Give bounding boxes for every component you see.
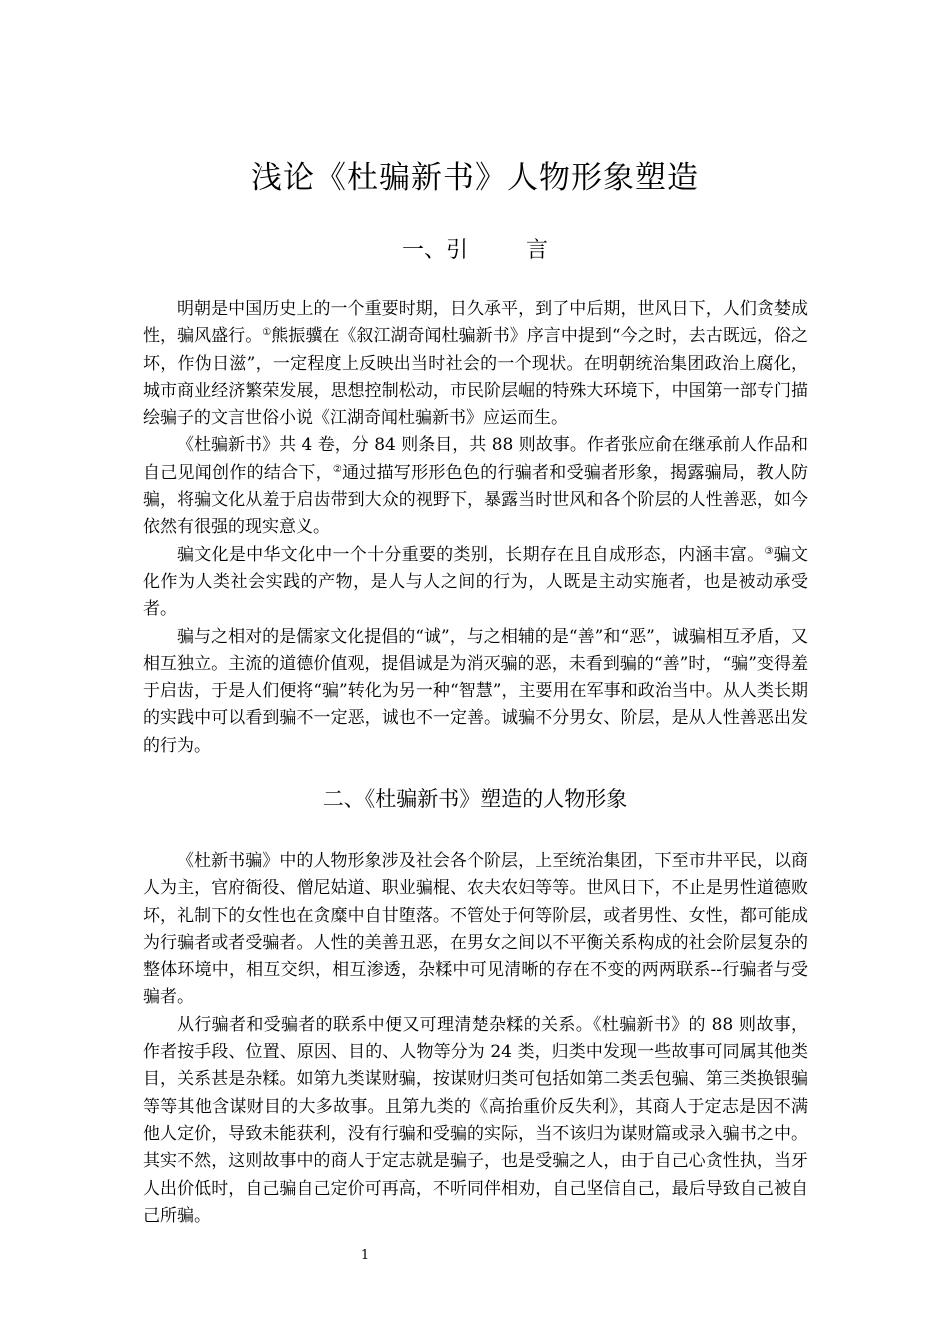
footnote-marker: ① xyxy=(262,327,272,339)
footnote-marker: ③ xyxy=(764,545,774,557)
section-heading-introduction xyxy=(0,236,950,266)
section-heading-character-images: 二、《杜骗新书》塑造的人物形象 xyxy=(322,787,628,811)
paragraph: 《杜骗新书》共 4 卷，分 84 则条目，共 88 则故事。作者张应俞在继承前人作品和自己见闻创作的结合下，②通过描写形形色色的行骗者和受骗者形象，揭露骗局，教人防骗，将骗文化从羞于启齿带到大众的视野下，暴露当时世风和各个阶层的人性善恶，如今依然有很强的现实意义。 xyxy=(143,435,809,538)
footnote-marker: ② xyxy=(332,463,343,475)
section2-body xyxy=(143,848,808,1230)
paragraph: 明朝是中国历史上的一个重要时期，日久承平，到了中后期，世风日下，人们贪婪成性，骗风盛行。①熊振骥在《叙江湖奇闻杜骗新书》序言中提到“今之时，去古既远，俗之坏，作伪日滋”，一定程度上反映出当时社会的一个现状。在明朝统治集团政治上腐化，城市商业经济繁荣发展，思想控制松动，市民阶层崛的特殊大环境下，中国第一部专门描绘骗子的文言世俗小说《江湖奇闻杜骗新书》应运而生。 xyxy=(143,299,808,429)
document-title: 浅论《杜骗新书》人物形象塑造 xyxy=(251,160,699,196)
paragraph: 骗与之相对的是儒家文化提倡的“诚”，与之相辅的是“善”和“恶”，诚骗相互矛盾，又相互独立。主流的道德价值观，提倡诚是为消灭骗的恶，未看到骗的“善”时，“骗”变得羞于启齿，于是人们便将“骗”转化为另一种“智慧”，主要用在军事和政治当中。从人类长期的实践中可以看到骗不一定恶，诚也不一定善。诚骗不分男女、阶层，是从人性善恶出发的行为。 xyxy=(143,626,808,756)
paragraph: 从行骗者和受骗者的联系中便又可理清楚杂糅的关系。《杜骗新书》的 88 则故事，作者按手段、位置、原因、目的、人物等分为 24 类，归类中发现一些故事可同属其他类目，关系甚是杂糅。如第九类谋财骗，按谋财归类可包括如第二类丢包骗、第三类换银骗等等其他含谋财目的大多故事。且第九类的《高抬重价反失利》，其商人于定志是因不满他人定价，导致未能获利，没有行骗和受骗的实际，当不该归为谋财篇或录入骗书之中。其实不然，这则故事中的商人于定志就是骗子，也是受骗之人，由于自己心贪性执，当牙人出价低时，自己骗自己定价可再高，不听同伴相劝，自己坚信自己，最后导致自己被自己所骗。 xyxy=(143,1014,808,1226)
paragraph: 《杜新书骗》中的人物形象涉及社会各个阶层，上至统治集团，下至市井平民，以商人为主，官府衙役、僧尼姑道、职业骗棍、农夫农妇等等。世风日下，不止是男性道德败坏，礼制下的女性也在贪糜中自甘堕落。不管处于何等阶层，或者男性、女性，都可能成为行骗者或者受骗者。人性的美善丑恶，在男女之间以不平衡关系构成的社会阶层复杂的整体环境中，相互交织，相互渗透，杂糅中可见清晰的存在不变的两两联系--行骗者与受骗者。 xyxy=(143,851,808,1008)
section-heading-introduction-part2: 言 xyxy=(526,238,549,263)
introduction-body xyxy=(143,296,808,760)
page-number: 1 xyxy=(360,1248,370,1263)
paragraph: 骗文化是中华文化中一个十分重要的类别，长期存在且自成形态，内涵丰富。③骗文化作为人类社会实践的产物，是人与人之间的行为，人既是主动实施者，也是被动承受者。 xyxy=(143,544,809,620)
section-heading-introduction-part1: 一、引 xyxy=(401,238,468,263)
